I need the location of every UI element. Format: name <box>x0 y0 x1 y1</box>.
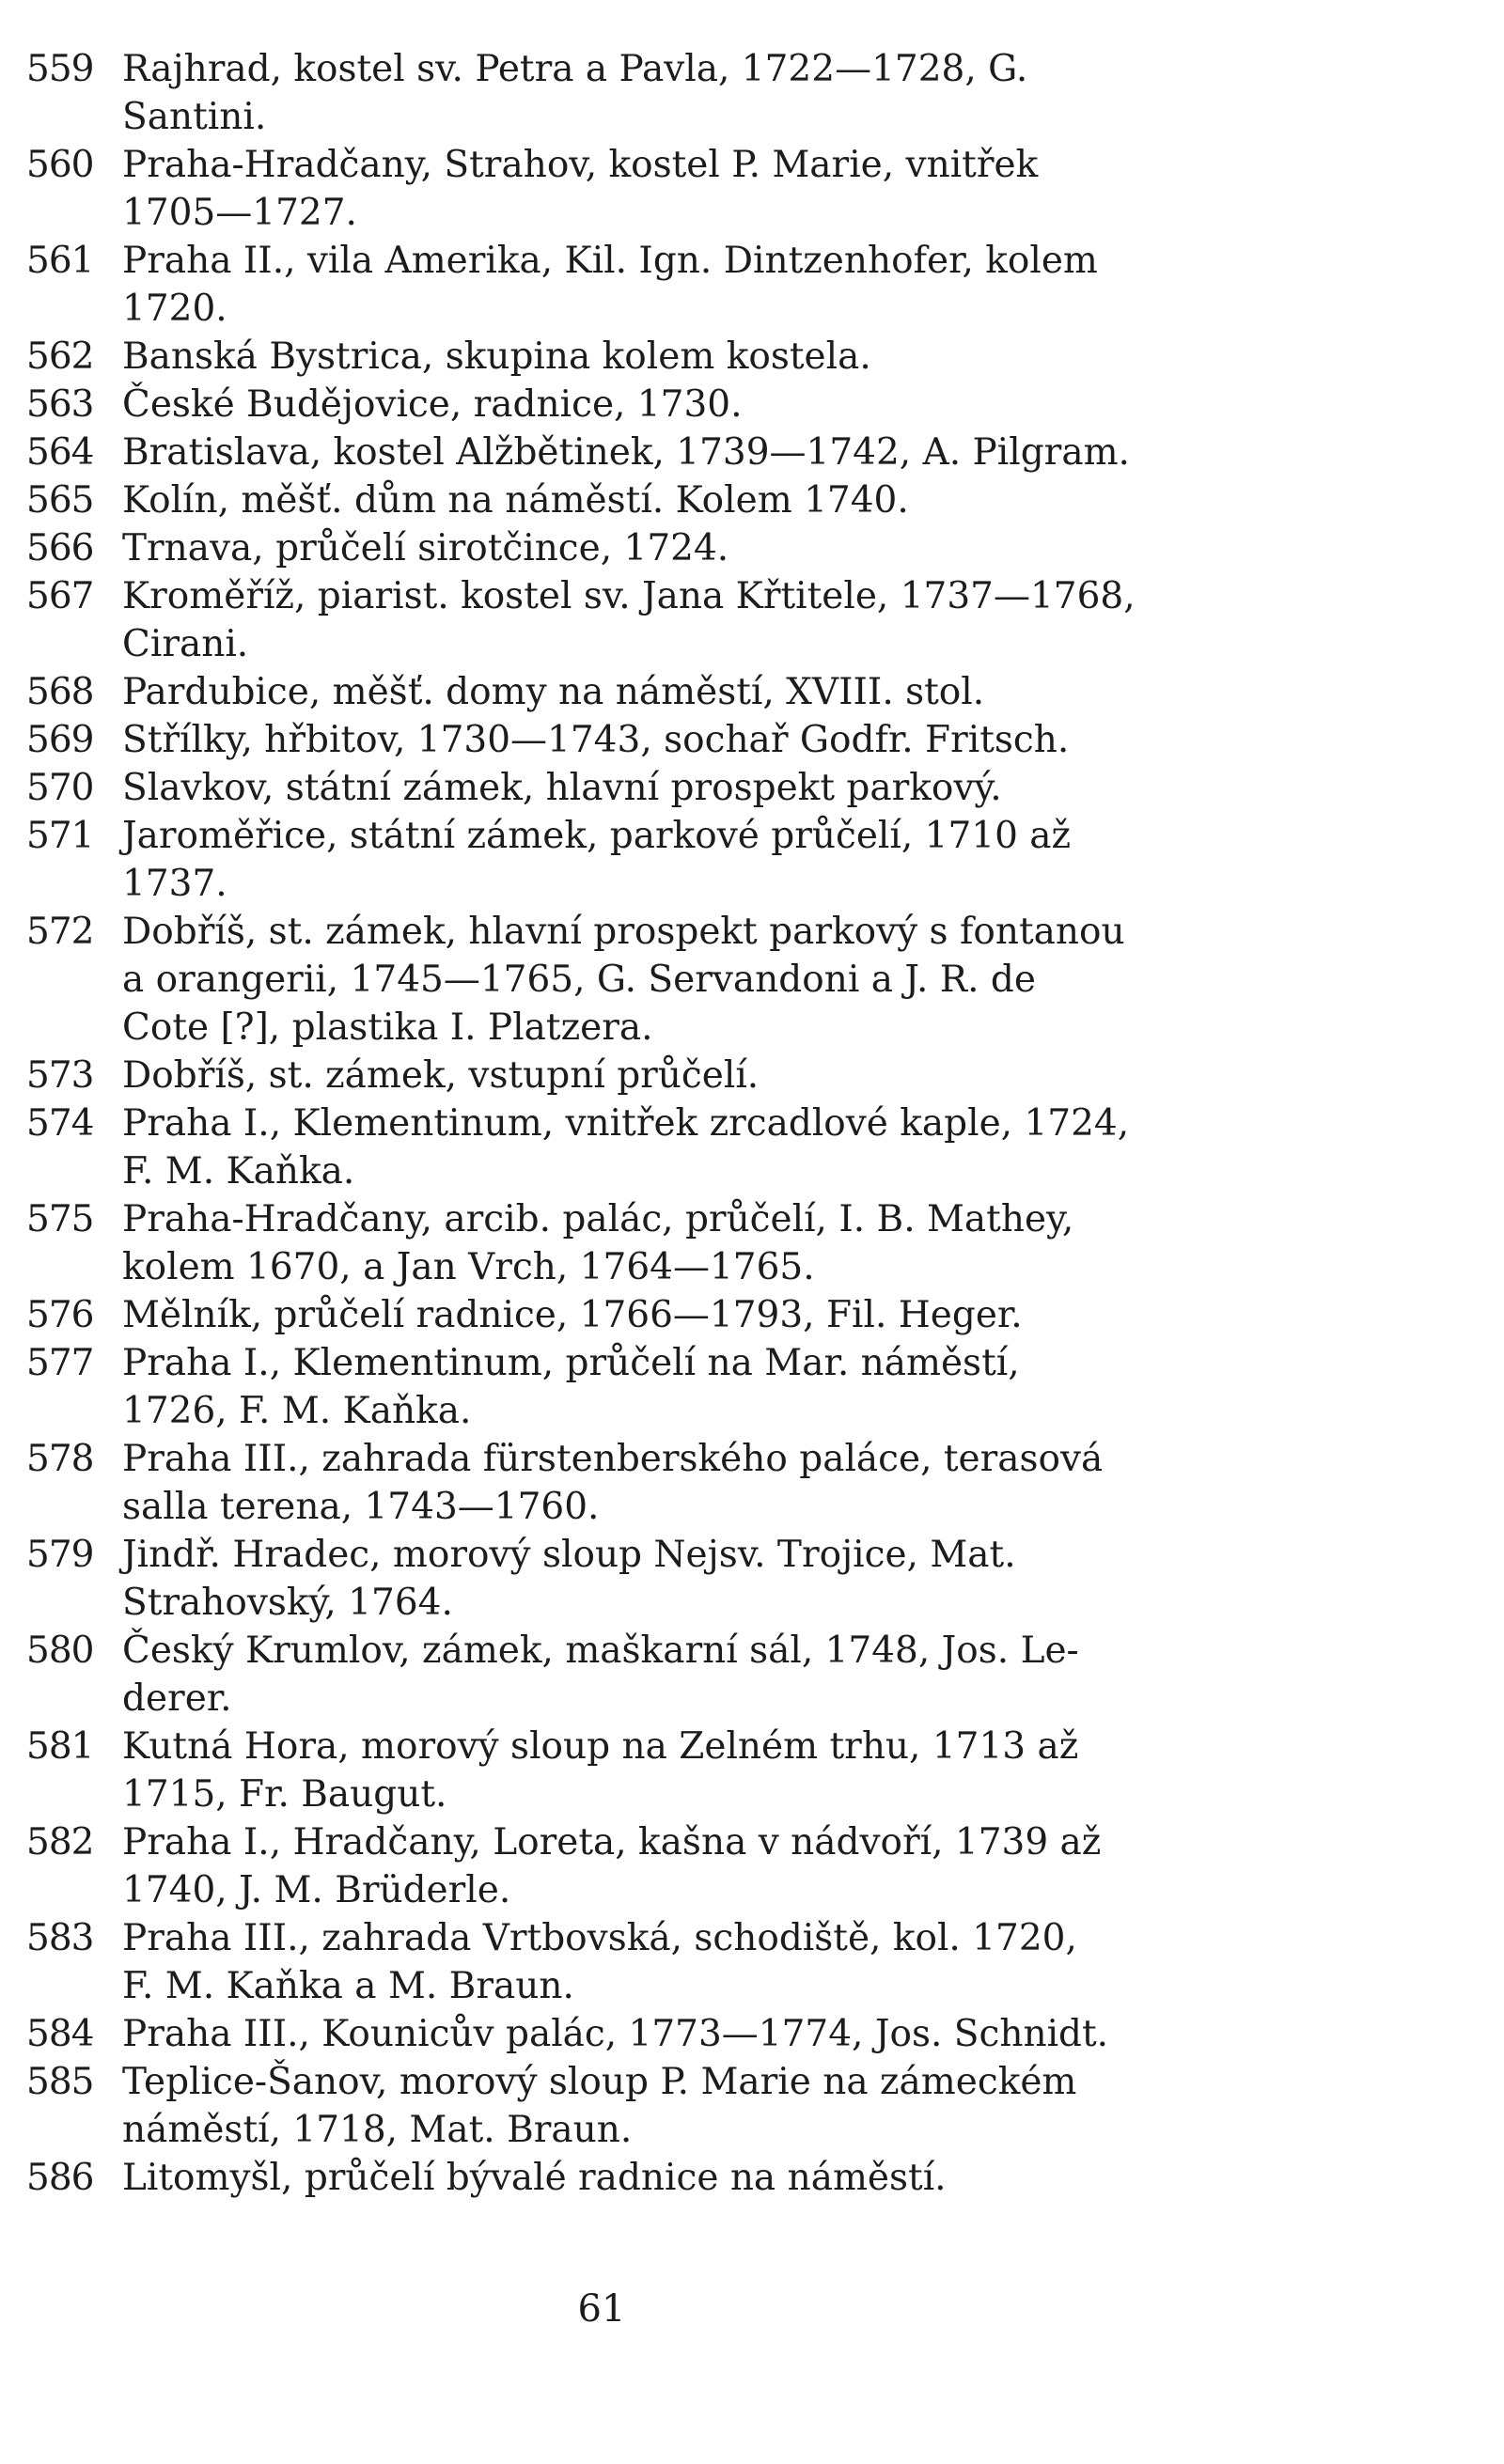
entry-line: 1726, F. M. Kaňka. <box>122 1390 472 1432</box>
caption-entry <box>26 1818 1239 1914</box>
entry-line: 1705—1727. <box>122 192 357 234</box>
entry-text <box>122 1099 1239 1195</box>
caption-entry <box>26 237 1239 333</box>
entry-line: Praha I., Klementinum, vnitřek zrcadlové kaple, 1724, <box>122 1102 1130 1145</box>
entry-line: kolem 1670, a Jan Vrch, 1764—1765. <box>122 1246 815 1288</box>
entry-number: 576 <box>26 1294 94 1336</box>
entry-line: Kutná Hora, morový sloup na Zelném trhu, 1713 až <box>122 1725 1079 1768</box>
entry-text <box>122 2010 1239 2058</box>
caption-entry <box>26 1291 1239 1339</box>
caption-entry <box>26 668 1239 716</box>
entry-line: Střílky, hřbitov, 1730—1743, sochař Godfr. Fritsch. <box>122 719 1070 761</box>
entry-text <box>122 1531 1239 1627</box>
caption-entry <box>26 1531 1239 1627</box>
entry-number: 575 <box>26 1198 94 1240</box>
entry-line: Santini. <box>122 96 267 138</box>
entry-line: Trnava, průčelí sirotčince, 1724. <box>122 527 729 569</box>
entry-line: Jindř. Hradec, morový sloup Nejsv. Trojice, Mat. <box>122 1534 1016 1576</box>
caption-entry <box>26 524 1239 572</box>
caption-entry <box>26 572 1239 668</box>
caption-entry <box>26 381 1239 429</box>
entry-line: Kolín, měšť. dům na náměstí. Kolem 1740. <box>122 479 909 522</box>
caption-entry <box>26 1723 1239 1818</box>
entry-line: Praha I., Hradčany, Loreta, kašna v nádvoří, 1739 až <box>122 1821 1102 1864</box>
entry-number: 571 <box>26 815 94 857</box>
entry-text <box>122 1723 1239 1818</box>
entry-line: Rajhrad, kostel sv. Petra a Pavla, 1722—1728, G. <box>122 48 1028 90</box>
entry-number: 559 <box>26 48 94 90</box>
entry-number: 562 <box>26 335 94 378</box>
entry-number: 581 <box>26 1725 94 1768</box>
entry-line: Banská Bystrica, skupina kolem kostela. <box>122 335 871 378</box>
entry-line: 1720. <box>122 288 227 330</box>
entry-line: Mělník, průčelí radnice, 1766—1793, Fil. Heger. <box>122 1294 1023 1336</box>
entry-text <box>122 812 1239 908</box>
entry-line: derer. <box>122 1677 232 1720</box>
entry-number: 564 <box>26 431 94 474</box>
entry-line: 1740, J. M. Brüderle. <box>122 1869 511 1911</box>
entry-line: České Budějovice, radnice, 1730. <box>122 383 743 426</box>
entry-line: Kroměříž, piarist. kostel sv. Jana Křtitele, 1737—1768, <box>122 575 1136 617</box>
entry-text <box>122 716 1239 764</box>
caption-entry <box>26 1435 1239 1531</box>
entry-text <box>122 476 1239 524</box>
entry-text <box>122 45 1239 141</box>
entry-number: 568 <box>26 671 94 713</box>
entry-text <box>122 333 1239 381</box>
entry-text <box>122 1818 1239 1914</box>
entry-number: 579 <box>26 1534 94 1576</box>
caption-entry <box>26 2058 1239 2154</box>
entry-line: Praha-Hradčany, Strahov, kostel P. Marie, vnitřek <box>122 144 1039 186</box>
entry-line: Pardubice, měšť. domy na náměstí, XVIII. stol. <box>122 671 985 713</box>
entry-number: 570 <box>26 767 94 809</box>
entry-line: Praha III., zahrada fürstenberského paláce, terasová <box>122 1438 1104 1480</box>
page-number: 61 <box>577 2287 626 2331</box>
caption-entry <box>26 1627 1239 1723</box>
entry-text <box>122 1339 1239 1435</box>
entry-line: Jaroměřice, státní zámek, parkové průčelí, 1710 až <box>122 815 1072 857</box>
caption-entry <box>26 2154 1239 2202</box>
caption-entry <box>26 1195 1239 1291</box>
caption-entry <box>26 764 1239 812</box>
caption-entry <box>26 812 1239 908</box>
caption-entry <box>26 476 1239 524</box>
entry-line: Cote [?], plastika I. Platzera. <box>122 1006 653 1049</box>
caption-entry <box>26 1914 1239 2010</box>
entry-number: 563 <box>26 383 94 426</box>
caption-entry <box>26 1052 1239 1099</box>
entry-line: náměstí, 1718, Mat. Braun. <box>122 2109 633 2151</box>
caption-entry <box>26 716 1239 764</box>
entry-number: 560 <box>26 144 94 186</box>
entry-number: 566 <box>26 527 94 569</box>
entry-text <box>122 141 1239 237</box>
entry-number: 585 <box>26 2061 94 2103</box>
caption-entry <box>26 429 1239 476</box>
entry-text <box>122 1291 1239 1339</box>
entry-line: Strahovský, 1764. <box>122 1582 453 1624</box>
entry-text <box>122 2058 1239 2154</box>
entry-number: 582 <box>26 1821 94 1864</box>
entry-text <box>122 1195 1239 1291</box>
entry-number: 572 <box>26 911 94 953</box>
entry-text <box>122 1914 1239 2010</box>
entry-line: a orangerii, 1745—1765, G. Servandoni a J. R. de <box>122 959 1036 1001</box>
entry-text <box>122 1627 1239 1723</box>
entry-line: Teplice-Šanov, morový sloup P. Marie na zámeckém <box>122 2061 1077 2103</box>
entry-line: F. M. Kaňka. <box>122 1150 355 1193</box>
entry-number: 578 <box>26 1438 94 1480</box>
entry-line: Český Krumlov, zámek, maškarní sál, 1748, Jos. Le- <box>122 1630 1079 1672</box>
entry-number: 573 <box>26 1054 94 1097</box>
entry-text <box>122 908 1239 1052</box>
entry-line: Dobříš, st. zámek, hlavní prospekt parkový s fontanou <box>122 911 1125 953</box>
entry-number: 569 <box>26 719 94 761</box>
caption-entry <box>26 2010 1239 2058</box>
caption-list <box>26 45 1239 2202</box>
entry-line: Praha-Hradčany, arcib. palác, průčelí, I. B. Mathey, <box>122 1198 1074 1240</box>
entry-line: F. M. Kaňka a M. Braun. <box>122 1965 574 2007</box>
entry-line: Praha I., Klementinum, průčelí na Mar. náměstí, <box>122 1342 1020 1384</box>
caption-entry <box>26 333 1239 381</box>
entry-text <box>122 1052 1239 1099</box>
entry-text <box>122 668 1239 716</box>
entry-text <box>122 1435 1239 1531</box>
entry-number: 574 <box>26 1102 94 1145</box>
entry-line: 1737. <box>122 863 227 905</box>
entry-number: 580 <box>26 1630 94 1672</box>
caption-entry <box>26 1339 1239 1435</box>
entry-line: Praha III., Kounicův palác, 1773—1774, Jos. Schnidt. <box>122 2013 1109 2055</box>
entry-line: Litomyšl, průčelí bývalé radnice na náměstí. <box>122 2157 947 2199</box>
entry-number: 583 <box>26 1917 94 1959</box>
caption-entry <box>26 1099 1239 1195</box>
entry-text <box>122 429 1239 476</box>
entry-number: 586 <box>26 2157 94 2199</box>
entry-number: 577 <box>26 1342 94 1384</box>
entry-text <box>122 381 1239 429</box>
entry-line: Praha II., vila Amerika, Kil. Ign. Dintzenhofer, kolem <box>122 240 1098 282</box>
entry-line: 1715, Fr. Baugut. <box>122 1773 447 1816</box>
entry-line: salla terena, 1743—1760. <box>122 1486 600 1528</box>
entry-line: Praha III., zahrada Vrtbovská, schodiště, kol. 1720, <box>122 1917 1077 1959</box>
caption-entry <box>26 908 1239 1052</box>
caption-entry <box>26 141 1239 237</box>
entry-line: Bratislava, kostel Alžbětinek, 1739—1742, A. Pilgram. <box>122 431 1130 474</box>
caption-entry <box>26 45 1239 141</box>
entry-text <box>122 524 1239 572</box>
entry-text <box>122 2154 1239 2202</box>
entry-number: 584 <box>26 2013 94 2055</box>
entry-text <box>122 572 1239 668</box>
entry-line: Dobříš, st. zámek, vstupní průčelí. <box>122 1054 760 1097</box>
entry-text <box>122 237 1239 333</box>
entry-line: Slavkov, státní zámek, hlavní prospekt parkový. <box>122 767 1002 809</box>
entry-line: Cirani. <box>122 623 249 665</box>
entry-number: 561 <box>26 240 94 282</box>
entry-number: 567 <box>26 575 94 617</box>
entry-number: 565 <box>26 479 94 522</box>
entry-text <box>122 764 1239 812</box>
